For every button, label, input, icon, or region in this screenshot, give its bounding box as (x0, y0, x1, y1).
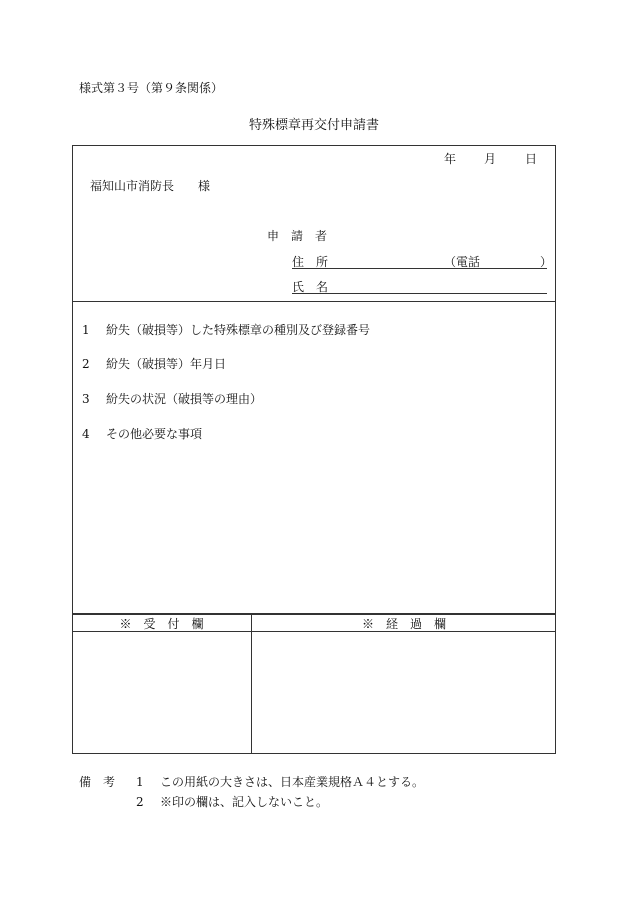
addressee: 福知山市消防長 様 (90, 179, 211, 193)
date-month: 月 (484, 152, 497, 166)
date-day: 日 (525, 152, 538, 166)
address-label: 住 所 (292, 255, 329, 269)
item-number: 3 (82, 392, 90, 406)
name-underline (292, 293, 547, 294)
date-year: 年 (444, 152, 457, 166)
item-text: 紛失の状況（破損等の理由） (106, 392, 263, 406)
progress-column-header: ※ 経 過 欄 (361, 617, 446, 631)
table-column-divider (251, 614, 252, 754)
reception-column-header: ※ 受 付 欄 (119, 617, 204, 631)
item-text: その他必要な事項 (106, 427, 203, 441)
notes-label: 備 考 (79, 775, 116, 789)
form-title: 特殊標章再交付申請書 (249, 118, 380, 133)
item-text: 紛失（破損等）した特殊標章の種別及び登録番号 (106, 323, 371, 337)
item-number: 2 (82, 357, 90, 371)
note-text: この用紙の大きさは、日本産業規格Ａ４とする。 (160, 775, 425, 789)
item-1 (82, 321, 370, 338)
note-number: 2 (136, 795, 144, 809)
item-2 (82, 355, 226, 372)
section-divider (72, 301, 556, 302)
name-label: 氏 名 (292, 280, 329, 294)
item-number: 1 (82, 323, 90, 337)
item-4 (82, 425, 202, 442)
note-2 (136, 793, 328, 810)
note-number: 1 (136, 775, 144, 789)
address-underline (292, 268, 547, 269)
form-number: 様式第３号（第９条関係） (79, 81, 224, 95)
item-text: 紛失（破損等）年月日 (106, 357, 227, 371)
phone-label: （電話 ） (444, 255, 553, 269)
item-3 (82, 390, 262, 407)
item-number: 4 (82, 427, 90, 441)
note-1 (136, 773, 424, 790)
note-text: ※印の欄は、記入しないこと。 (160, 795, 329, 809)
applicant-label: 申 請 者 (267, 229, 328, 243)
